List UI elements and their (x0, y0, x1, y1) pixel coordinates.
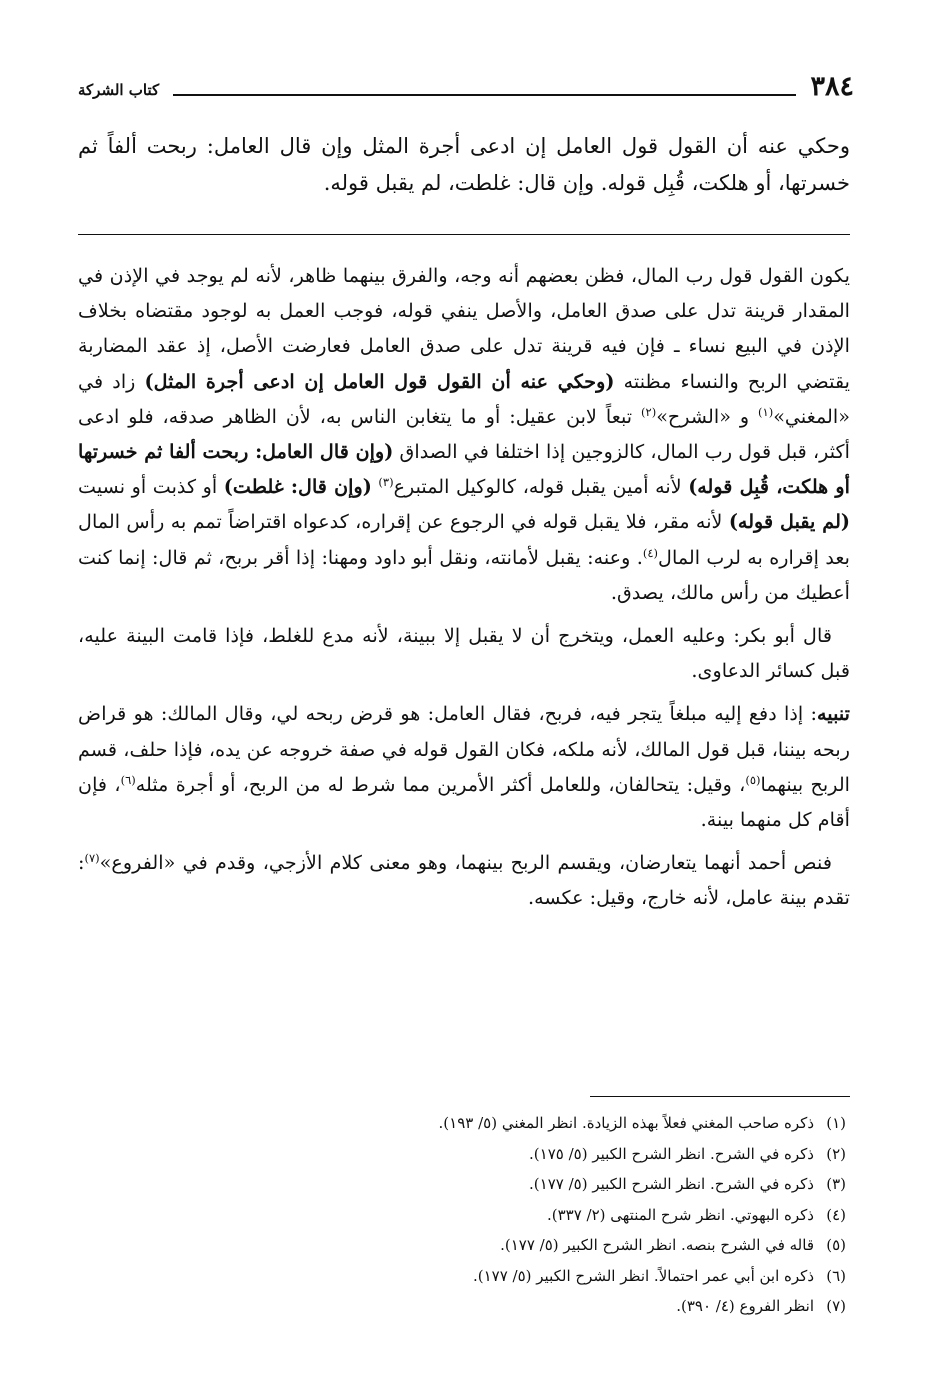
text-run: ، فإن أقام كل منهما بينة. (78, 772, 850, 832)
footnote-text: ذكره في الشرح. انظر الشرح الكبير (٥/ ١٧٧). (529, 1175, 814, 1193)
footnote-text: انظر الفروع (٤/ ٣٩٠). (676, 1297, 814, 1315)
footnote-number: (٢) (826, 1144, 846, 1163)
footnote (78, 1200, 846, 1231)
footnote (78, 1261, 846, 1292)
footnote-text: قاله في الشرح بنصه. انظر الشرح الكبير (٥/ ١٧٧). (500, 1236, 814, 1254)
footnote-number: (١) (826, 1114, 846, 1132)
text-run: ، وقيل: يتحالفان، وللعامل أكثر الأمرين مما شرط له من الربح، أو أجرة مثله (135, 772, 746, 796)
text-run: لأنه مقر، فلا يقبل قوله في الرجوع عن إقراره، كدعواه اقتراضاً تمم به رأس المال بعد إقراره به لرب المال (78, 510, 850, 569)
text-run: تبعاً لابن عقيل: أو ما يتغابن الناس به، لأن الظاهر صدقه، فلو ادعى أكثر، قبل قول رب المال، كالزوجين إذا اختلفا في الصداق (78, 404, 850, 464)
text-run: أو كذبت أو نسيت (78, 475, 224, 499)
text-run: و «الشرح» (656, 404, 758, 428)
footnote-ref: (١) (758, 404, 774, 419)
commentary-paragraph (78, 696, 850, 837)
footnote-number: (٧) (826, 1297, 846, 1315)
page-header (78, 62, 854, 102)
footnote (78, 1169, 846, 1200)
text-run: . وعنه: يقبل لأمانته، ونقل أبو داود ومهنا: إذا أقر بربح، ثم قال: إنما كنت أعطيك من رأس مالك، يصدق. (78, 545, 850, 604)
footnote (78, 1291, 846, 1322)
footnote-ref: (٥) (745, 772, 761, 787)
footnote-text: ذكره البهوتي. انظر شرح المنتهى (٢/ ٣٣٧). (546, 1205, 814, 1224)
footnote (78, 1230, 846, 1261)
footnotes (78, 1108, 846, 1322)
text-run: فنص أحمد أنهما يتعارضان، ويقسم الربح بينهما، وهو معنى كلام الأزجي، وقدم في «الفروع» (99, 851, 832, 875)
footnote-ref: (٣) (378, 475, 394, 490)
footnote (78, 1108, 846, 1139)
bold-quote: (وحكي عنه أن القول قول العامل إن ادعى أجرة المثل) (144, 369, 615, 393)
footnote-ref: (٧) (84, 851, 100, 866)
text-run: يكون القول قول رب المال، فظن بعضهم أنه وجه، والفرق بينهما ظاهر، لأنه لم يوجد في الإذن في المقدار قرينة تدل على صدق العامل، والأصل ينفي قوله، فوجب العمل به لوجود مقتضاه بخلاف الإذن في البيع نساء ـ فإن فيه قرينة تدل على صدق العامل فعارضت الأصل، إذ عقد المضاربة يقتضي الربح والنساء مظنته (78, 264, 850, 393)
commentary-body (78, 258, 850, 924)
bold-quote: (وإن قال العامل: ربحت ألفا ثم خسرتها أو هلكت، قُبِل قوله) (78, 440, 850, 499)
commentary-paragraph: قال أبو بكر: وعليه العمل، ويتخرج أن لا يقبل إلا ببينة، لأنه مدع للغلط، فإذا قامت البينة عليه، قبل كسائر الدعاوى. (78, 624, 850, 683)
header-rule (173, 94, 796, 96)
footnote-divider (590, 1096, 850, 1097)
commentary-paragraph (78, 845, 850, 915)
note-label: تنبيه (817, 702, 850, 726)
footnote-number: (٤) (826, 1205, 846, 1224)
text-run: : إذا دفع إليه مبلغاً يتجر فيه، فربح، فقال العامل: هو قرض ربحه لي، وقال المالك: هو قراض ربحه بيننا، قبل قول المالك، لأنه ملكه، فكان القول قوله في صفة خروجه عن يده، فإذا حلف، قسم الربح بينهما (78, 702, 850, 796)
page-number: ٣٨٤ (810, 71, 854, 102)
footnote-text: ذكره في الشرح. انظر الشرح الكبير (٥/ ١٧٥). (529, 1144, 814, 1163)
bold-quote: (لم يقبل قوله) (728, 510, 851, 534)
matn-text: وحكي عنه أن القول قول العامل إن ادعى أجرة المثل وإن قال العامل: ربحت ألفاً ثم خسرتها، أو هلكت، قُبِل قوله. وإن قال: غلطت، لم يقبل قوله. (78, 134, 850, 195)
text-run: : تقدم بينة عامل، لأنه خارج، وقيل: عكسه. (78, 851, 850, 910)
footnote-number: (٣) (826, 1175, 846, 1193)
footnote-number: (٦) (826, 1266, 846, 1285)
footnote-ref: (٤) (642, 545, 659, 560)
text-run: زاد في «المغني» (78, 369, 850, 428)
book-title: كتاب الشركة (78, 81, 160, 99)
matn-divider (78, 234, 850, 235)
footnote-text: ذكره صاحب المغني فعلاً بهذه الزيادة. انظر المغني (٥/ ١٩٣). (438, 1114, 814, 1132)
text-run: لأنه أمين يقبل قوله، كالوكيل المتبرع (393, 475, 689, 499)
footnote-ref: (٢) (641, 404, 657, 419)
commentary-paragraph (78, 258, 850, 610)
footnote (78, 1139, 846, 1170)
footnote-ref: (٦) (120, 772, 136, 787)
footnote-text: ذكره ابن أبي عمر احتمالاً. انظر الشرح الكبير (٥/ ١٧٧). (472, 1266, 814, 1285)
footnote-number: (٥) (826, 1236, 846, 1254)
bold-quote: (وإن قال: غلطت) (223, 475, 372, 499)
